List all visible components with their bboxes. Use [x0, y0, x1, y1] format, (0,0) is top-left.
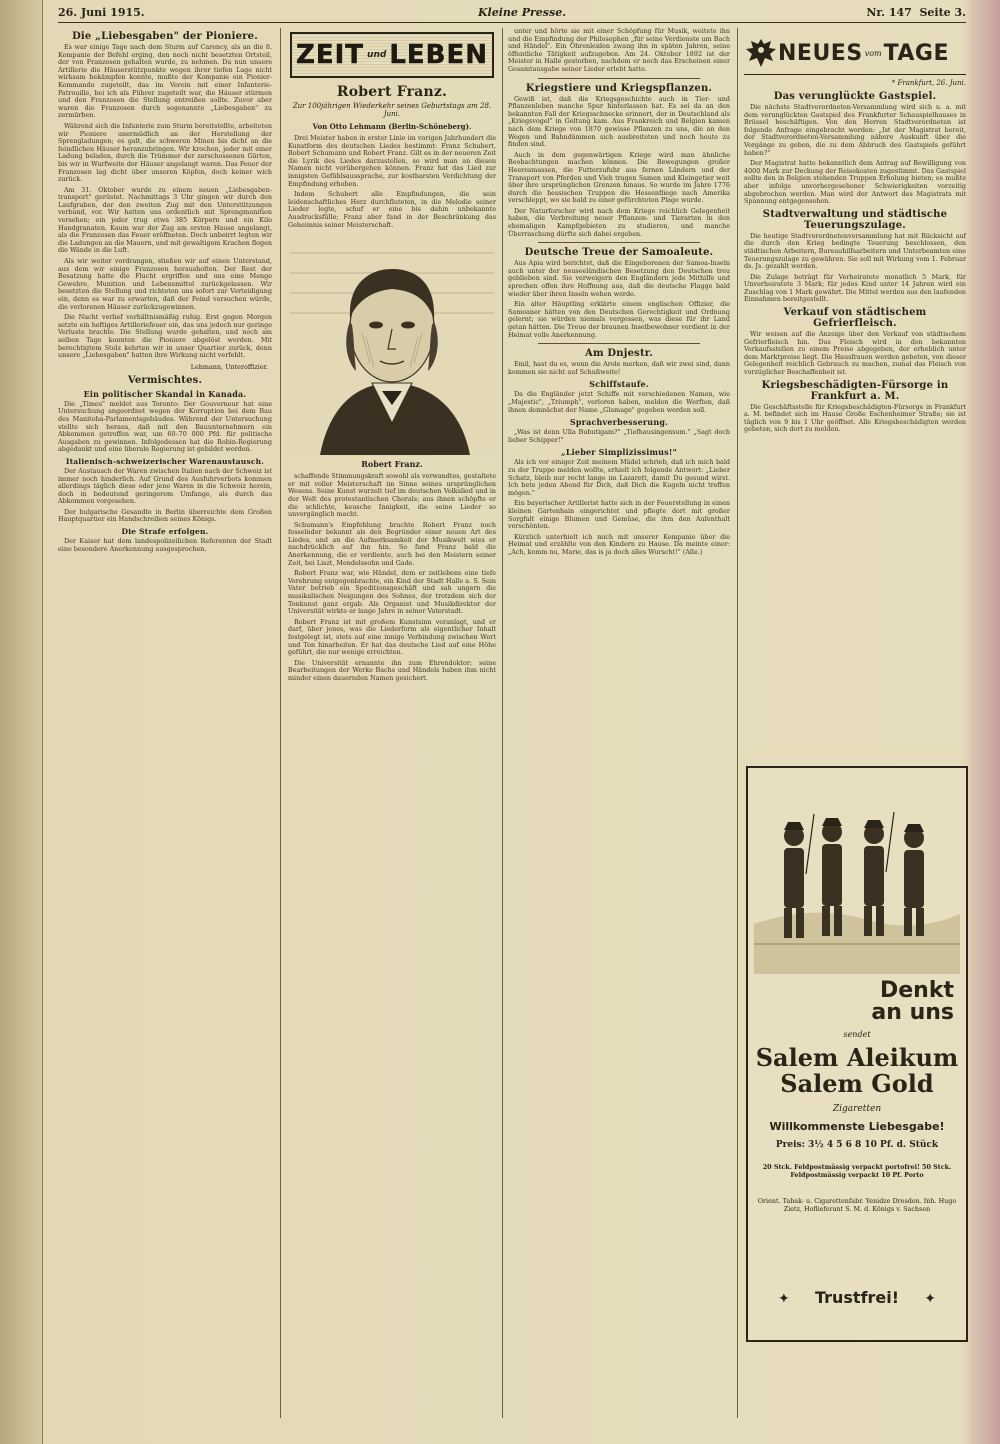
page-edge-right — [970, 0, 1000, 1444]
news-item-title: Italienisch-schweizerischer Warenaustausch. — [65, 456, 265, 466]
star-icon: ✦ — [924, 1291, 936, 1307]
article-paragraph: Der Magistrat hatte bekanntlich dem Antrag auf Bewilligung von 4000 Mark zur Deckung der Reisekosten zugestimmt. Das Gastspiel sollte den in Belgien stehenden Truppen Erholung bieten; es mußte aber infolge unvorhergesehener Schwierigkeiten vorzeitig abgebrochen werden. Man wird der Antwort des Magistrats mit Spannung entgegensehen. — [744, 159, 966, 206]
article-paragraph: Die Nacht verlief verhältnismäßig ruhig. Erst gegen Morgen setzte ein heftiges Artilleriefeuer ein, das uns jedoch nur geringe Verluste brachte. Die Stellung wurde gehalten, und noch am selben Tage konnten die Pioniere abgelöst werden. Mit berechtigtem Stolz kehrten wir in unser Quartier zurück, denn unsere „Liebesgaben" hatten ihre Wirkung nicht verfehlt. — [58, 313, 272, 360]
article-paragraph: Die „Times" meldet aus Toronto: Der Gouverneur hat eine Untersuchung angeordnet wegen der Korruption bei dem Bau des Manitoba-Parlamentsgebäudes. Während der Untersuchung stellte sich heraus, daß mit den Bauunternehmern ein Abkommen getroffen war, um 60–70 000 Pfd. für politische Ausgaben zu gewinnen. Infolgedessen hat die Robin-Regierung abgedankt und eine liberale Regierung ist gebildet worden. — [58, 399, 272, 454]
dateline: * Frankfurt, 26. Juni. — [891, 79, 966, 87]
ad-manufacturer: Orient. Tabak- u. Cigarettenfabr. Yenidze Dresden. Inh. Hugo Zietz, Hoflieferant S. M. d. Königs v. Sachsen — [757, 1197, 957, 1213]
column-divider — [280, 28, 281, 1418]
section-headline: Vermischtes. — [127, 374, 203, 386]
ad-brand-salem-gold: Salem Gold — [780, 1069, 934, 1098]
section-headline: Verkauf von städtischem Gefrierfleisch. — [783, 307, 927, 330]
article-paragraph: Da die Engländer jetzt Schiffe mit verschiedenen Namen, wie „Majestic", „Triumph", verloren haben, melden die Werften, daß ihnen demnächst der Name „Glamage" gegeben werden soll. — [508, 390, 730, 414]
salem-aleikum-advertisement — [746, 766, 968, 1342]
article-paragraph: Der Naturforscher wird nach dem Kriege reichlich Gelegenheit haben, die Verbreitung neuer Pflanzen- und Tierarten in den ehemaligen Kampfgebieten zu studieren, und manche Überraschung dürfte sich dabei ergeben. — [508, 206, 730, 238]
article-paragraph: Am 31. Oktober wurde zu einem neuen „Liebesgaben-transport" gerüstet. Nachmittags 3 Uhr gingen wir durch den Laufgraben, der den zweiten Zug mit den Unterstützungen verband, vor. Wir hatten uns ordentlich mit Sprengmunition versehen; ein jeder trug etwa 385 Körpern und ein Kilo Handgranaten. Kaum war der Zug am ersten Hause angelangt, als die Franzosen das Feuer eröffneten. Doch unbeirrt legten wir die Ladungen an die Mauern, und mit gewaltigem Krachen flogen die Wände in die Luft. — [58, 185, 272, 255]
section-headline: Kriegsbeschädigten-Fürsorge in Frankfurt a. M. — [761, 379, 949, 402]
section-subheadline: Ein politischer Skandal in Kanada. — [83, 388, 247, 399]
column-divider — [737, 28, 738, 1418]
ad-shipping-info: 20 Stck. Feldpostmässig verpackt portofrei! 50 Stck. Feldpostmässig verpackt 10 Pf. Porto — [762, 1163, 952, 1179]
article-paragraph: Der bulgarische Gesandte in Berlin überreichte dem Großen Hauptquartier ein Handschreiben seines Königs. — [58, 507, 272, 524]
ad-product-type: Zigaretten — [832, 1104, 882, 1114]
article-paragraph: Kürzlich unterhielt ich mich mit unserer Kompanie über die Heimat und erzählte von den Kindern zu Hause. Da meinte einer: „Ach, komm nu, Marie, das is ja doch alles Wurscht!" (Alle.) — [508, 532, 730, 556]
column-divider — [502, 28, 503, 1418]
article-paragraph: Indem Schubert alle Empfindungen, die sein leidenschaftliches Herz durchfluteten, in die Melodie seiner Lieder legte, schuf er eine bis dahin unbekannte Ausdrucksfülle; Franz aber fand in der Beschränkung das Geheimnis seiner Meisterschaft. — [288, 190, 496, 229]
previous-page-edge — [0, 0, 43, 1444]
article-paragraph: Während sich die Infanterie zum Sturm bereitstellte, arbeiteten wir Pioniere unermüdlich an der Herstellung der Sprengladungen; es galt, die schweren Minen bis dicht an die feindlichen Häuser heranzubringen. Wir krochen, jeder mit einer Ladung beladen, durch die Trümmer der zerschossenen Gärten, bis wir in Wurfweite der Häuser angelangt waren. Das Feuer der Franzosen lag dicht über unseren Köpfen, doch keiner wich zurück. — [58, 121, 272, 184]
humor-item-title: „Lieber Simplizissimus!" — [561, 447, 677, 458]
article-signature: Lehmann, Unteroffizier. — [190, 362, 268, 371]
section-headline: Das verunglückte Gastspiel. — [773, 91, 937, 102]
humor-item-title: Schiffstaufe. — [589, 379, 649, 390]
column-2 — [288, 28, 496, 686]
article-paragraph: Es war einige Tage nach dem Sturm auf Carency, als an die 8. Kompanie der Befehl erging, den noch nicht besetzten Ortsteil, der von Franzosen gehalten wurde, zu nehmen. Da nun unsere Artillerie die Häuserstützpunkte wegen ihrer tiefen Lage nicht wirksam bekämpfen konnte, mußte der Kompanie ein Pionier-Kommando zugeteilt, das im Verein mit einer Infanterie-Patrouille, bei ich als Führer zugeteilt war, die Häuser stürmen und den Franzosen die Stellung entreißen sollte. Zuvor aber waren die Franzosen durch sogenannte „Liebesgaben" zu zermürben. — [58, 43, 272, 120]
ad-brand-salem-aleikum: Salem Aleikum — [755, 1043, 959, 1072]
section-headline: Stadtverwaltung und städtische Teuerungszulage. — [762, 208, 948, 231]
header-paper-name: Kleine Presse. — [478, 6, 567, 19]
article-paragraph: Gewiß ist, daß die Kriegsgeschichte auch in Tier- und Pflanzenleben manche Spur hinterlassen hat. Es sei da an den bekannten Fall der Kriegsschnecke erinnert, der in Deutschland als „Kriegsvogel" in Geltung kam. Aus Frankreich und Belgien kamen nach dem Kriege von 1870 gewisse Pflanzen zu uns, die an den Wegen und Bahndämmen sich ausbreiteten und noch heute zu finden sind. — [508, 94, 730, 149]
ad-headline: Denkt an uns — [871, 978, 954, 1025]
article-paragraph: Als wir weiter vordrangen, stießen wir auf einen Unterstand, aus dem wir einige Franzosen herausholten. Der Rest der Besatzung hatte die Flucht ergriffen und uns eine Menge Gewehre, Munition und Lebensmittel zurückgelassen. Wir besetzten die Stellung und richteten uns sofort zur Verteidigung ein, denn es war zu erwarten, daß der Feind versuchen würde, die verlorenen Häuser zurückzugewinnen. — [58, 257, 272, 311]
page-header — [58, 6, 966, 22]
article-separator — [538, 343, 700, 344]
portrait-caption: Robert Franz. — [361, 459, 423, 470]
column-1 — [58, 28, 272, 556]
article-separator — [538, 242, 700, 243]
article-paragraph: Ein bayerischer Artillerist hatte sich in der Feuerstellung in einen kleinen Gartenhain eingerichtet und pflegte dort mit großer Sorgfalt einige Blumen und Gemüse, die ihm den Aufenthalt verschönten. — [508, 499, 730, 531]
article-paragraph: „Was ist denn Ulla Bubutigam?" „Tiefhausingensum." „Sagt doch lieber Schipper!" — [508, 428, 730, 444]
header-date: 26. Juni 1915. — [58, 6, 145, 19]
zeit-und-leben-masthead: ZEIT und LEBEN — [290, 32, 494, 78]
header-page-info: Nr. 147 Seite 3. — [866, 6, 966, 19]
ad-prices: Preis: 3½ 4 5 6 8 10 Pf. d. Stück — [775, 1140, 939, 1150]
robert-franz-portrait — [290, 233, 494, 455]
article-byline: Von Otto Lehmann (Berlin-Schöneberg). — [312, 122, 472, 131]
neues-vom-tage-masthead: NEUES vom TAGE — [744, 32, 966, 75]
article-paragraph: Wir weisen auf die Anzeige über den Verkauf von städtischem Gefrierfleisch hin. Das Fleisch wird in den bekannten Verkaufsstellen zu einem Preise abgegeben, der erheblich unter dem Marktpreise liegt. Die Hausfrauen werden gebeten, von dieser Gelegenheit reichlich Gebrauch zu machen, zumal das Fleisch von vorzüglicher Beschaffenheit ist. — [744, 330, 966, 377]
eagle-icon — [744, 35, 778, 71]
article-paragraph: Der Kaiser hat dem landespolizeilichen Referenten der Stadt eine besondere Anerkennung ausgesprochen. — [58, 537, 272, 553]
soldiers-illustration — [754, 774, 960, 974]
article-paragraph: unter und hörte sie mit einer Schöpfung für Musik, weitete ihn und die Empfindung der Philosophen „für seine Verdienste um Bach und Händel". Ein Ohrenleiden zwang ihn in späten Jahren, seine öffentliche Tätigkeit aufzugeben. Am 24. Oktober 1892 ist der Meister in Halle gestorben, nachdem er noch das Erscheinen einer Gesamtausgabe seiner Lieder erlebt hatte. — [508, 27, 730, 73]
article-paragraph: Die heutige Stadtverordnetenversammlung hat mit Rücksicht auf die durch den Krieg bedingte Teuerung beschlossen, den städtischen Arbeitern, Bureauhilfsarbeitern und Unterbeamten eine Teuerungszulage zu gewähren. Sie soll mit Wirkung vom 1. Februar ds. Js. gezahlt werden. — [744, 231, 966, 271]
article-paragraph: Drei Meister haben in erster Linie im vorigen Jahrhundert die Kunstform des deutschen Liedes bestimmt: Franz Schubert, Robert Schumann und Robert Franz. Gilt es in der neueren Zeit die Lyrik des Liedes darzustellen, so wird man an diesen Namen nicht vorübergehen können. Franz hat das Lied zur innigsten Gefühlsaussprache, zur kostbarsten Verdichtung der Empfindung erhoben. — [288, 134, 496, 188]
article-paragraph: Ein alter Häuptling erklärte einem englischen Offizier, die Samoaner hätten von den Deutschen Gerechtigkeit und Ordnung gelernt; sie würden niemals vergessen, was diese für ihr Land getan hätten. Die Treue der braunen Inselbewohner verdient in der Heimat volle Anerkennung. — [508, 300, 730, 339]
article-separator — [538, 78, 700, 79]
article-paragraph: Auch in dem gegenwärtigen Kriege wird man ähnliche Beobachtungen machen können. Die Bewegungen großer Heeresmassen, die Futterzufuhr aus fernen Ländern und der Transport von Pferden und Vieh tragen Samen und Kleingetier weit über ihre ursprünglichen Grenzen hinaus. So wurde im Jahre 1776 durch die hessischen Truppen die Hessenfliege nach Amerika verschleppt, wo sie bald zu einer gefürchteten Plage wurde. — [508, 150, 730, 205]
article-paragraph: Die nächste Stadtverordneten-Versammlung wird sich u. a. mit dem verunglückten Gastspiel des Frankfurter Schauspielhauses in Brüssel beschäftigen. Von den Herren Stadtverordneten ist folgende Anfrage eingebracht worden: „Ist der Magistrat bereit, der Stadtverordneten-Versammlung nähere Auskunft über die Vorgänge zu geben, die zu dem Abbruch des Gastspiels geführt haben?" — [744, 103, 966, 157]
article-paragraph: Der Austausch der Waren zwischen Italien nach der Schweiz ist immer noch hinderlich. Auf Grund des Ausfuhrverbots kommen allerdings täglich diese oder jene Waren in die Schweiz herein, doch in bedeutend geringerem Umfange, als durch das Abkommen vorgesehen. — [58, 466, 272, 506]
star-icon: ✦ — [778, 1291, 790, 1307]
article-subheadline: Zur 100jährigen Wiederkehr seines Geburtstags am 28. Juni. — [292, 102, 492, 118]
article-paragraph: Robert Franz ist mit großem Kunstsinn veranlagt, und er darf, über jenes, was die Liederform als eigentlicher Inhalt festgelegt ist, stets auf eine innige Verbindung zwischen Wort und Ton hinarbeiten. Er hat das deutsche Lied auf eine Höhe geführt, die nur wenige erreichten. — [288, 617, 496, 657]
article-paragraph: Aus Apia wird berichtet, daß die Eingeborenen der Samoa-Inseln auch unter der neuseeländischen Besetzung den Deutschen treu geblieben sind. Sie verweigern den Engländern jede Mithilfe und sprechen offen ihre Hoffnung aus, daß die deutsche Flagge bald wieder über ihren Inseln wehen werde. — [508, 259, 730, 298]
ad-sendet: sendet — [843, 1030, 871, 1039]
article-paragraph: Als ich vor einiger Zeit meinem Mädel schrieb, daß ich mich bald zu der Truppe melden wollte, erhielt ich folgende Antwort: „Lieber Schatz, bleib nur recht lange im Lazarett, damit Du gesund wirst. Ich bete jeden Abend für Dich, daß Dich die Kugeln nicht treffen mögen." — [508, 458, 730, 497]
article-paragraph: schaffende Stimmungskraft sowohl als verwandtes, gestaltete er mit voller Meisterschaft im Sinne seines ursprünglichen Wesens. Seine Kunst wurzelt tief im deutschen Volkslied und in der Welt des protestantischen Chorals; aus ihnen schöpfte er die schlichte, keusche Innigkeit, die seine Lieder so unvergänglich macht. — [288, 472, 496, 519]
article-paragraph: Die Universität ernannte ihn zum Ehrendoktor; seine Bearbeitungen der Werke Bachs und Händels haben ihm nicht minder einen dauernden Namen gesichert. — [288, 658, 496, 682]
ad-trustfrei: Trustfrei! — [814, 1288, 900, 1307]
section-headline: Deutsche Treue der Samoaleute. — [524, 247, 714, 259]
humor-item-title: Sprachverbesserung. — [569, 417, 669, 428]
section-headline: Am Dnjestr. — [584, 348, 654, 360]
article-headline: Die „Liebesgaben" der Pioniere. — [72, 31, 258, 42]
article-headline: Robert Franz. — [336, 84, 448, 100]
column-3 — [508, 28, 730, 559]
article-paragraph: Die Geschäftsstelle für Kriegsbeschädigten-Fürsorge in Frankfurt a. M. befindet sich im Hause Große Eschenheimer Straße; sie ist täglich von 9 bis 1 Uhr geöffnet. Alle Kriegsbeschädigten werden gebeten, sich dort zu melden. — [744, 402, 966, 434]
article-paragraph: Die Zulage beträgt für Verheiratete monatlich 5 Mark, für Unverheiratete 3 Mark; für jedes Kind unter 14 Jahren wird ein Zuschlag von 1 Mark gewährt. Die Mittel werden aus den laufenden Einnahmen bereitgestellt. — [744, 272, 966, 304]
section-headline: Kriegstiere und Kriegspflanzen. — [525, 82, 713, 94]
article-paragraph: Schumann's Empfehlung brachte Robert Franz noch fesselnder bekannt als den Begründer einer neuen Art des Liedes, und an die Aufmerksamkeit der Musikwelt wies er nachdrücklich auf ihn hin. So fand Franz bald die Anerkennung, die er verdiente, auch bei den Meistern seiner Zeit, bei Liszt, Mendelssohn und Gade. — [288, 520, 496, 567]
ad-slogan: Willkommenste Liebesgabe! — [769, 1120, 945, 1133]
header-rule — [58, 22, 966, 23]
article-paragraph: Emil, hast du es, wenn die Arole merken, daß wir zwei sind, dann kommen sie nicht auf Schußweite! — [508, 360, 730, 376]
news-item-title: Die Strafe erfolgen. — [121, 527, 209, 537]
column-4 — [744, 28, 966, 1307]
article-paragraph: Robert Franz war, wie Händel, dem er zeitlebens eine tiefe Verehrung entgegenbrachte, ein Kind der Stadt Halle a. S. Sein Vater betrieb ein Speditionsgeschäft und sah ungern die musikalischen Neigungen des Sohnes, der trotzdem sich der Tonkunst ganz ergab. Als Organist und Musikdirektor der Universität wirkte er lange Jahre in seiner Vaterstadt. — [288, 569, 496, 616]
